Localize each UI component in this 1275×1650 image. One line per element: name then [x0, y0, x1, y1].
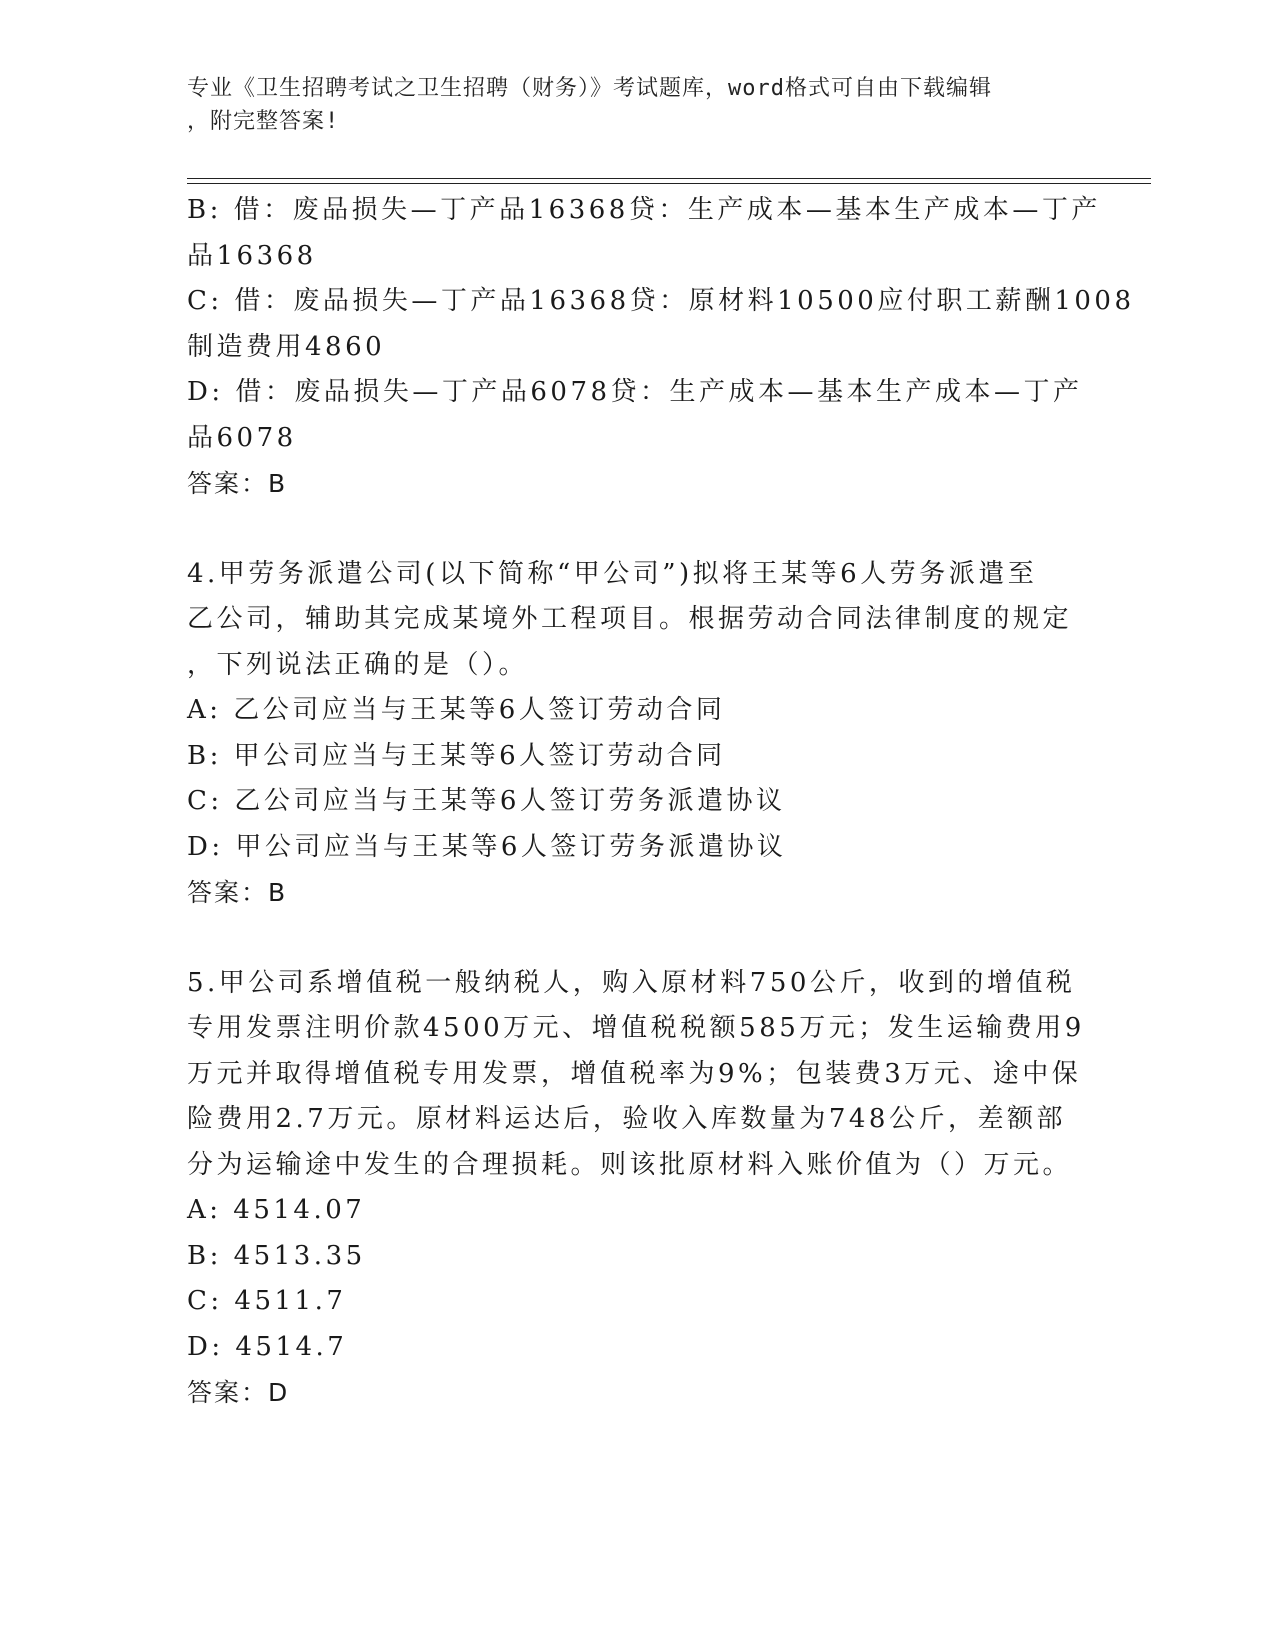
q3-option-d-line-1: D: 借：废品损失—丁产品6078贷：生产成本—基本生产成本—丁产: [187, 377, 1083, 407]
q5-option-c: C: 4511.7: [187, 1286, 347, 1316]
q3-option-b-line-2: 品16368: [187, 240, 317, 271]
q5-option-d: D: 4514.7: [187, 1331, 348, 1362]
header-divider-top: [187, 178, 1151, 179]
q4-option-d: D: 甲公司应当与王某等6人签订劳务派遣协议: [187, 831, 787, 862]
q4-option-b: B: 甲公司应当与王某等6人签订劳动合同: [187, 740, 726, 771]
q5-option-b: B: 4513.35: [187, 1240, 366, 1271]
q4-stem-line-3: ，下列说法正确的是（）。: [187, 649, 529, 680]
question-5-block: [187, 961, 1087, 1416]
header-line-2: ，附完整答案!: [187, 109, 340, 134]
q3-option-c-line-2: 制造费用4860: [187, 331, 386, 362]
q4-stem-line-1: 4.甲劳务派遣公司(以下简称“甲公司”)拟将王某等6人劳务派遣至: [187, 558, 1038, 589]
q5-stem-line-4: 险费用2.7万元。原材料运达后，验收入库数量为748公斤，差额部: [187, 1104, 1066, 1134]
q3-option-d-line-2: 品6078: [187, 422, 297, 453]
header-line-1: 专业《卫生招聘考试之卫生招聘（财务）》考试题库，word格式可自由下载编辑: [187, 76, 992, 101]
q4-stem-line-2: 乙公司，辅助其完成某境外工程项目。根据劳动合同法律制度的规定: [187, 604, 1073, 634]
q3-option-b-line-1: B: 借：废品损失—丁产品16368贷：生产成本—基本生产成本—丁产: [187, 195, 1101, 225]
q5-option-a: A: 4514.07: [187, 1195, 366, 1225]
question-4-block: [187, 552, 1087, 916]
q5-answer: 答案：D: [187, 1378, 290, 1407]
q4-answer: 答案：B: [187, 878, 288, 907]
document-header: [187, 72, 1067, 138]
q5-stem-line-3: 万元并取得增值税专用发票，增值税率为9%；包装费3万元、途中保: [187, 1058, 1082, 1089]
question-3-block: [187, 188, 1135, 507]
q4-option-c: C: 乙公司应当与王某等6人签订劳务派遣协议: [187, 786, 786, 816]
q3-option-c-line-1: C: 借：废品损失—丁产品16368贷：原材料10500应付职工薪酬1008: [187, 286, 1135, 316]
q5-stem-line-5: 分为运输途中发生的合理损耗。则该批原材料入账价值为（）万元。: [187, 1149, 1073, 1180]
q4-option-a: A: 乙公司应当与王某等6人签订劳动合同: [187, 695, 726, 725]
spacer: [187, 507, 1087, 552]
header-divider-bottom: [187, 183, 1151, 184]
q5-stem-line-1: 5.甲公司系增值税一般纳税人，购入原材料750公斤，收到的增值税: [187, 967, 1076, 998]
q5-stem-line-2: 专用发票注明价款4500万元、增值税税额585万元；发生运输费用9: [187, 1013, 1085, 1043]
spacer: [187, 916, 1087, 961]
document-body: [187, 188, 1135, 1416]
q3-answer: 答案：B: [187, 469, 288, 498]
